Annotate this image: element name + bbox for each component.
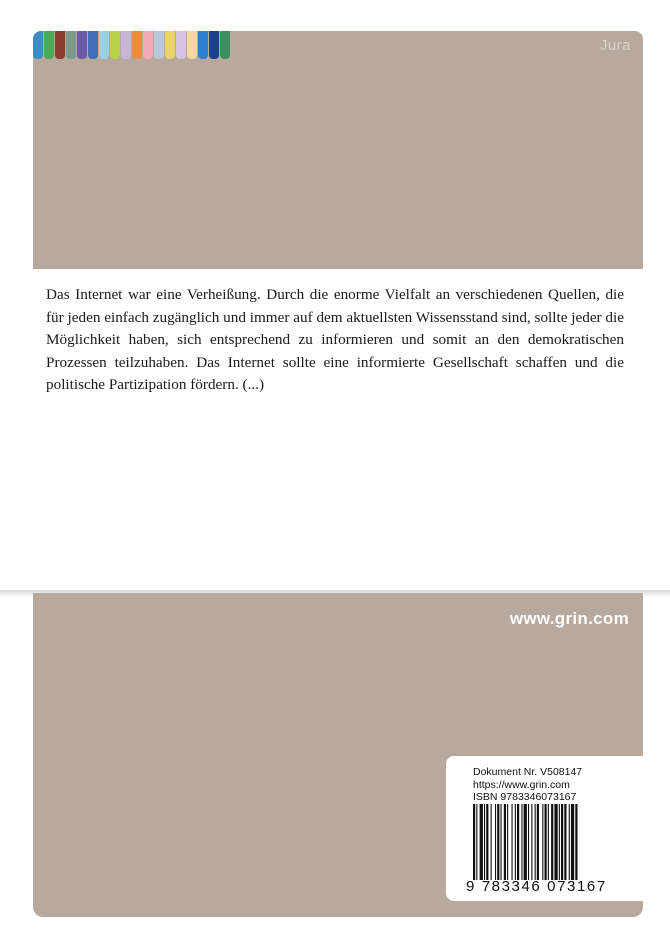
color-stripe (165, 31, 175, 59)
barcode-bar (554, 804, 557, 880)
barcode-bar (559, 804, 560, 880)
barcode-bar (545, 804, 547, 880)
document-number: Dokument Nr. V508147 (473, 766, 583, 778)
barcode-bar (480, 804, 483, 880)
color-stripe (33, 31, 43, 59)
cover-bottom-panel (33, 593, 643, 917)
barcode-bar (484, 804, 485, 880)
color-stripes (33, 31, 231, 59)
color-stripe (154, 31, 164, 59)
color-stripe (88, 31, 98, 59)
barcode-bar (507, 804, 508, 880)
barcode-bar (491, 804, 492, 880)
color-stripe (77, 31, 87, 59)
color-stripe (99, 31, 109, 59)
document-url: https://www.grin.com (473, 778, 570, 791)
barcode-bar (495, 804, 496, 880)
barcode-bar (571, 804, 574, 880)
color-stripe (66, 31, 76, 59)
barcode-bar (473, 804, 475, 880)
book-description: Das Internet war eine Verheißung. Durch die enorme Vielfalt an verschiedenen Quellen, die für jeden einfach zugänglich und immer auf dem aktuellsten Wissensstand sind, sollte jeder die Möglichkeit haben, sich entsprechend zu informieren und somit an den demokratischen Prozessen teilzuhaben. Das Internet sollte eine informierte Gesellschaft schaffen und die politische Partizipation fördern. (...) (46, 286, 624, 393)
barcode-bar (497, 804, 499, 880)
barcode-bar (524, 804, 527, 880)
color-stripe (209, 31, 219, 59)
barcode-digits: 9 783346 073167 (466, 878, 607, 895)
barcode-bar (531, 804, 532, 880)
barcode-bar (537, 804, 539, 880)
barcode-bar (521, 804, 522, 880)
barcode-bar (561, 804, 563, 880)
barcode-bar (517, 804, 519, 880)
color-stripe (132, 31, 142, 59)
color-stripe (187, 31, 197, 59)
barcode-bar (515, 804, 516, 880)
color-stripe (44, 31, 54, 59)
barcode-bar (569, 804, 570, 880)
barcode-bar (528, 804, 529, 880)
isbn: ISBN 9783346073167 (473, 791, 577, 803)
color-stripe (220, 31, 230, 59)
barcode-bar (476, 804, 477, 880)
barcode-bar (548, 804, 549, 880)
color-stripe (176, 31, 186, 59)
barcode-bar (535, 804, 536, 880)
barcode-bar (551, 804, 553, 880)
barcode-bar (504, 804, 506, 880)
barcode-bar (512, 804, 513, 880)
barcode-image (473, 804, 613, 880)
barcode-box (446, 756, 643, 901)
category-label: Jura (599, 37, 631, 54)
color-stripe (110, 31, 120, 59)
barcode-bar (501, 804, 502, 880)
barcode-bar (486, 804, 488, 880)
cover-top-panel (33, 31, 643, 269)
barcode-bar (575, 804, 577, 880)
color-stripe (143, 31, 153, 59)
color-stripe (198, 31, 208, 59)
barcode-bar (542, 804, 543, 880)
publisher-website: www.grin.com (509, 609, 629, 628)
document-meta (473, 766, 582, 804)
barcode-bar (564, 804, 566, 880)
color-stripe (55, 31, 65, 59)
color-stripe (121, 31, 131, 59)
